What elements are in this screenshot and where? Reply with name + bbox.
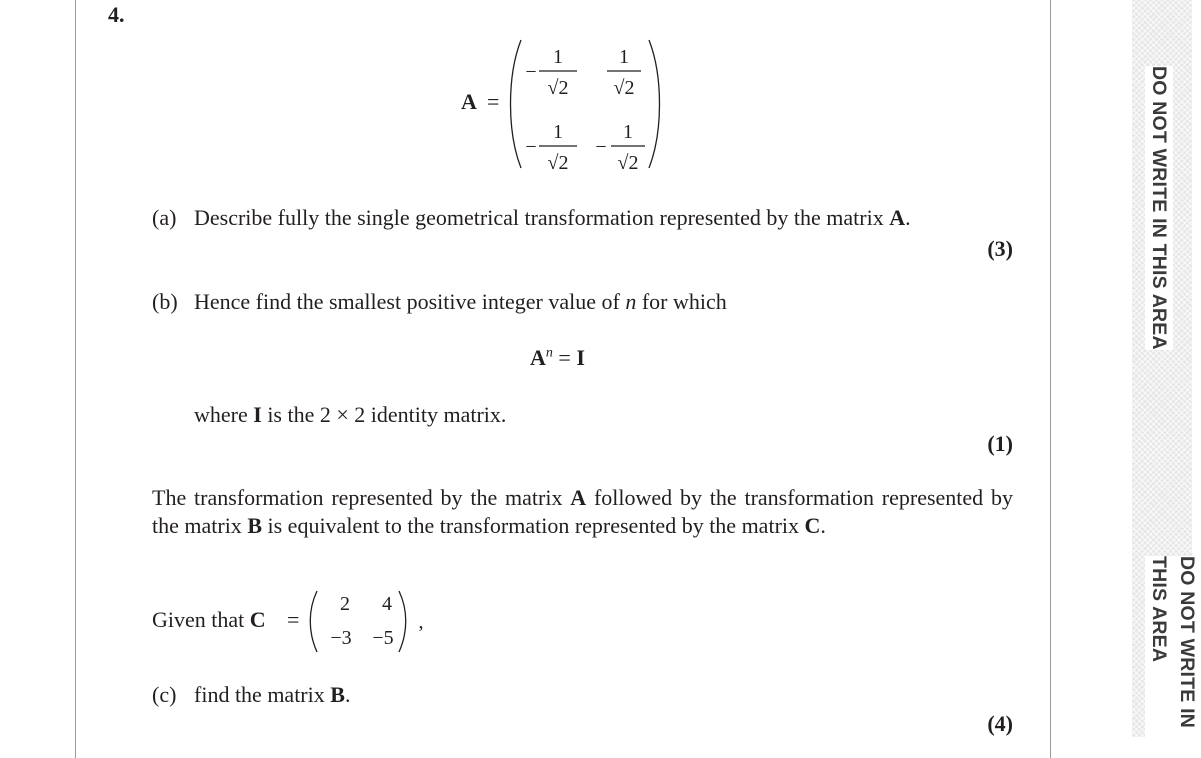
matrix-a-den-12: √2 xyxy=(613,77,635,99)
matrix-a-right-paren xyxy=(649,40,660,168)
transformation-paragraph: The transformation represented by the matrix A followed by the transformation represented by the matrix B is equivalent to the transformation represented by the matrix C. xyxy=(152,485,1013,538)
part-c-marks: (4) xyxy=(987,711,1013,736)
matrix-a-num-22: 1 xyxy=(623,121,633,143)
margin-warning-top: DO NOT WRITE IN THIS AREA xyxy=(1145,66,1173,350)
matrix-c-left-paren xyxy=(310,591,317,652)
part-b-equation: $A^n = I$ xyxy=(530,345,585,370)
part-a-marks: (3) xyxy=(987,236,1013,261)
part-b-marks: (1) xyxy=(987,431,1013,456)
part-b-exponent: n xyxy=(545,345,553,361)
part-a-text: Describe fully the single geometrical transformation represented by the matrix A. xyxy=(194,205,911,230)
matrix-a-sign-21: − xyxy=(525,136,537,158)
matrix-c-comma: , xyxy=(418,611,424,633)
part-a-label: (a) xyxy=(152,205,177,230)
matrix-a-label: A xyxy=(461,89,477,114)
matrix-a-den-21: √2 xyxy=(547,152,569,174)
matrix-a-den-11: √2 xyxy=(547,77,569,99)
matrix-c-entry-11: 2 xyxy=(340,593,350,615)
matrix-a-den-22: √2 xyxy=(617,152,639,174)
matrix-c xyxy=(305,588,435,658)
part-a-matrix-name: A xyxy=(889,205,906,230)
matrix-a-sign-22: − xyxy=(595,136,607,158)
matrix-a-num-12: 1 xyxy=(619,46,629,68)
question-number: 4. xyxy=(108,2,125,27)
matrix-c-right-paren xyxy=(399,591,406,652)
matrix-a-left-paren xyxy=(511,40,522,168)
part-c-matrix-name: B xyxy=(330,682,345,707)
part-c-label: (c) xyxy=(152,682,177,707)
margin-warning-bottom: DO NOT WRITE IN THIS AREA xyxy=(1145,556,1201,737)
part-c-text: find the matrix B. xyxy=(194,682,351,707)
matrix-a-num-21: 1 xyxy=(553,121,563,143)
given-matrix-name: C xyxy=(249,607,266,632)
matrix-c-entry-12: 4 xyxy=(382,593,392,615)
matrix-c-entry-22: −5 xyxy=(372,627,394,649)
part-b-label: (b) xyxy=(152,289,178,314)
matrix-a-num-11: 1 xyxy=(553,46,563,68)
matrix-a-equals: = xyxy=(487,89,500,114)
given-text: Given that C xyxy=(152,607,266,632)
part-b-where-text: where I is the 2 × 2 identity matrix. xyxy=(194,402,507,427)
given-equals: = xyxy=(287,607,300,632)
part-b-variable: n xyxy=(625,289,637,314)
matrix-a-sign-11: − xyxy=(525,61,537,83)
matrix-c-entry-21: −3 xyxy=(330,627,352,649)
part-b-text: Hence find the smallest positive integer value of n for which xyxy=(194,289,727,314)
matrix-a xyxy=(505,36,665,176)
